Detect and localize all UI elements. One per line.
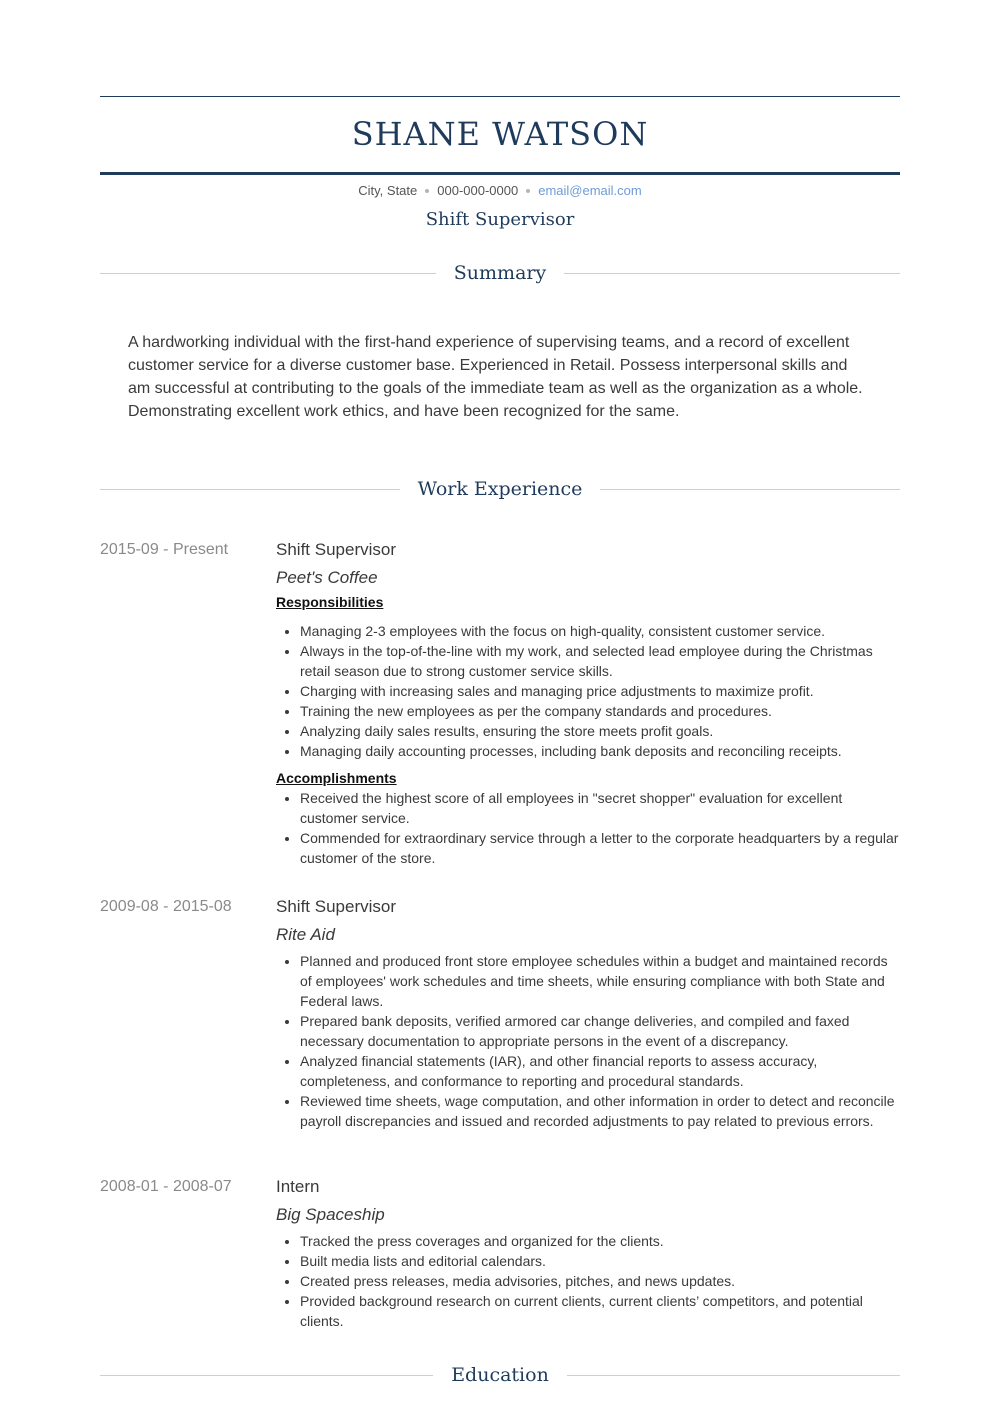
responsibilities-list [276, 621, 900, 761]
job-dates: 2009-08 - 2015-08 [100, 898, 232, 915]
list-item: • Tracked the press coverages and organized for the clients. [300, 1231, 900, 1251]
list-item: • Commended for extraordinary service through a letter to the corporate headquarters by a regular customer of the store. [300, 828, 900, 868]
education-section-header [100, 1360, 900, 1390]
section-title-work-experience: Work Experience [417, 478, 583, 500]
contact-phone: 000-000-0000 [437, 183, 519, 198]
job-role: Shift Supervisor [276, 540, 396, 559]
section-divider [100, 489, 400, 490]
contact-location: City, State [358, 183, 418, 198]
duties-list [276, 951, 900, 1131]
job-role: Shift Supervisor [276, 897, 396, 916]
header-bottom-rule [100, 172, 900, 175]
separator-dot-icon [526, 189, 530, 193]
job-company: Peet's Coffee [276, 568, 378, 587]
accomplishments-list [276, 788, 900, 868]
section-divider [600, 489, 900, 490]
summary-section-header [100, 258, 900, 288]
accomplishments-heading: Accomplishments [276, 770, 397, 786]
work-section-header [100, 474, 900, 504]
list-item: • Always in the top-of-the-line with my work, and selected lead employee during the Christmas retail season due to strong customer service skills. [300, 641, 900, 681]
list-item: • Prepared bank deposits, verified armored car change deliveries, and compiled and faxed necessary documentation to appropriate persons in the event of a discrepancy. [300, 1011, 900, 1051]
section-divider [100, 1375, 433, 1376]
responsibilities-heading: Responsibilities [276, 594, 384, 610]
job-details [276, 895, 900, 1131]
duties-list [276, 1231, 900, 1331]
job-details [276, 538, 900, 868]
contact-line [100, 181, 900, 201]
section-title-education: Education [451, 1364, 549, 1386]
job-company: Big Spaceship [276, 1205, 385, 1224]
list-item: • Analyzing daily sales results, ensuring the store meets profit goals. [300, 721, 900, 741]
section-title-summary: Summary [453, 262, 547, 284]
list-item: • Received the highest score of all employees in "secret shopper" evaluation for excellent customer service. [300, 788, 900, 828]
list-item: • Created press releases, media advisories, pitches, and news updates. [300, 1271, 900, 1291]
job-role: Intern [276, 1177, 320, 1196]
job-company: Rite Aid [276, 925, 335, 944]
list-item: • Analyzed financial statements (IAR), and other financial reports to assess accuracy, completeness, and conformance to reporting and procedural standards. [300, 1051, 900, 1091]
job-dates: 2008-01 - 2008-07 [100, 1178, 232, 1195]
list-item: • Reviewed time sheets, wage computation, and other information in order to detect and reconcile payroll discrepancies and issued and recorded adjustments to pay related to previous errors. [300, 1091, 900, 1131]
summary-text: A hardworking individual with the first-hand experience of supervising teams, and a record of excellent customer service for a diverse customer base. Experienced in Retail. Possess interpersonal skills and am successful at contributing to the goals of the immediate team as well as the organization as a whole. Demonstrating excellent work ethics, and have been recognized for the same. [128, 334, 863, 420]
section-divider [564, 273, 900, 274]
section-divider [567, 1375, 900, 1376]
header-top-rule [100, 96, 900, 97]
list-item: • Charging with increasing sales and managing price adjustments to maximize profit. [300, 681, 900, 701]
section-divider [100, 273, 436, 274]
job-headline: Shift Supervisor [425, 209, 575, 230]
job-details [276, 1175, 900, 1331]
separator-dot-icon [425, 189, 429, 193]
list-item: • Planned and produced front store employee schedules within a budget and maintained records of employees' work schedules and time sheets, while ensuring compliance with both State and Federal laws. [300, 951, 900, 1011]
job-dates: 2015-09 - Present [100, 541, 229, 558]
list-item: • Provided background research on current clients, current clients’ competitors, and potential clients. [300, 1291, 900, 1331]
list-item: • Managing daily accounting processes, including bank deposits and reconciling receipts. [300, 741, 900, 761]
candidate-name: SHANE WATSON [351, 115, 649, 153]
list-item: • Managing 2-3 employees with the focus on high-quality, consistent customer service. [300, 621, 900, 641]
contact-email-link[interactable]: email@email.com [538, 183, 642, 198]
list-item: • Training the new employees as per the company standards and procedures. [300, 701, 900, 721]
list-item: • Built media lists and editorial calendars. [300, 1251, 900, 1271]
